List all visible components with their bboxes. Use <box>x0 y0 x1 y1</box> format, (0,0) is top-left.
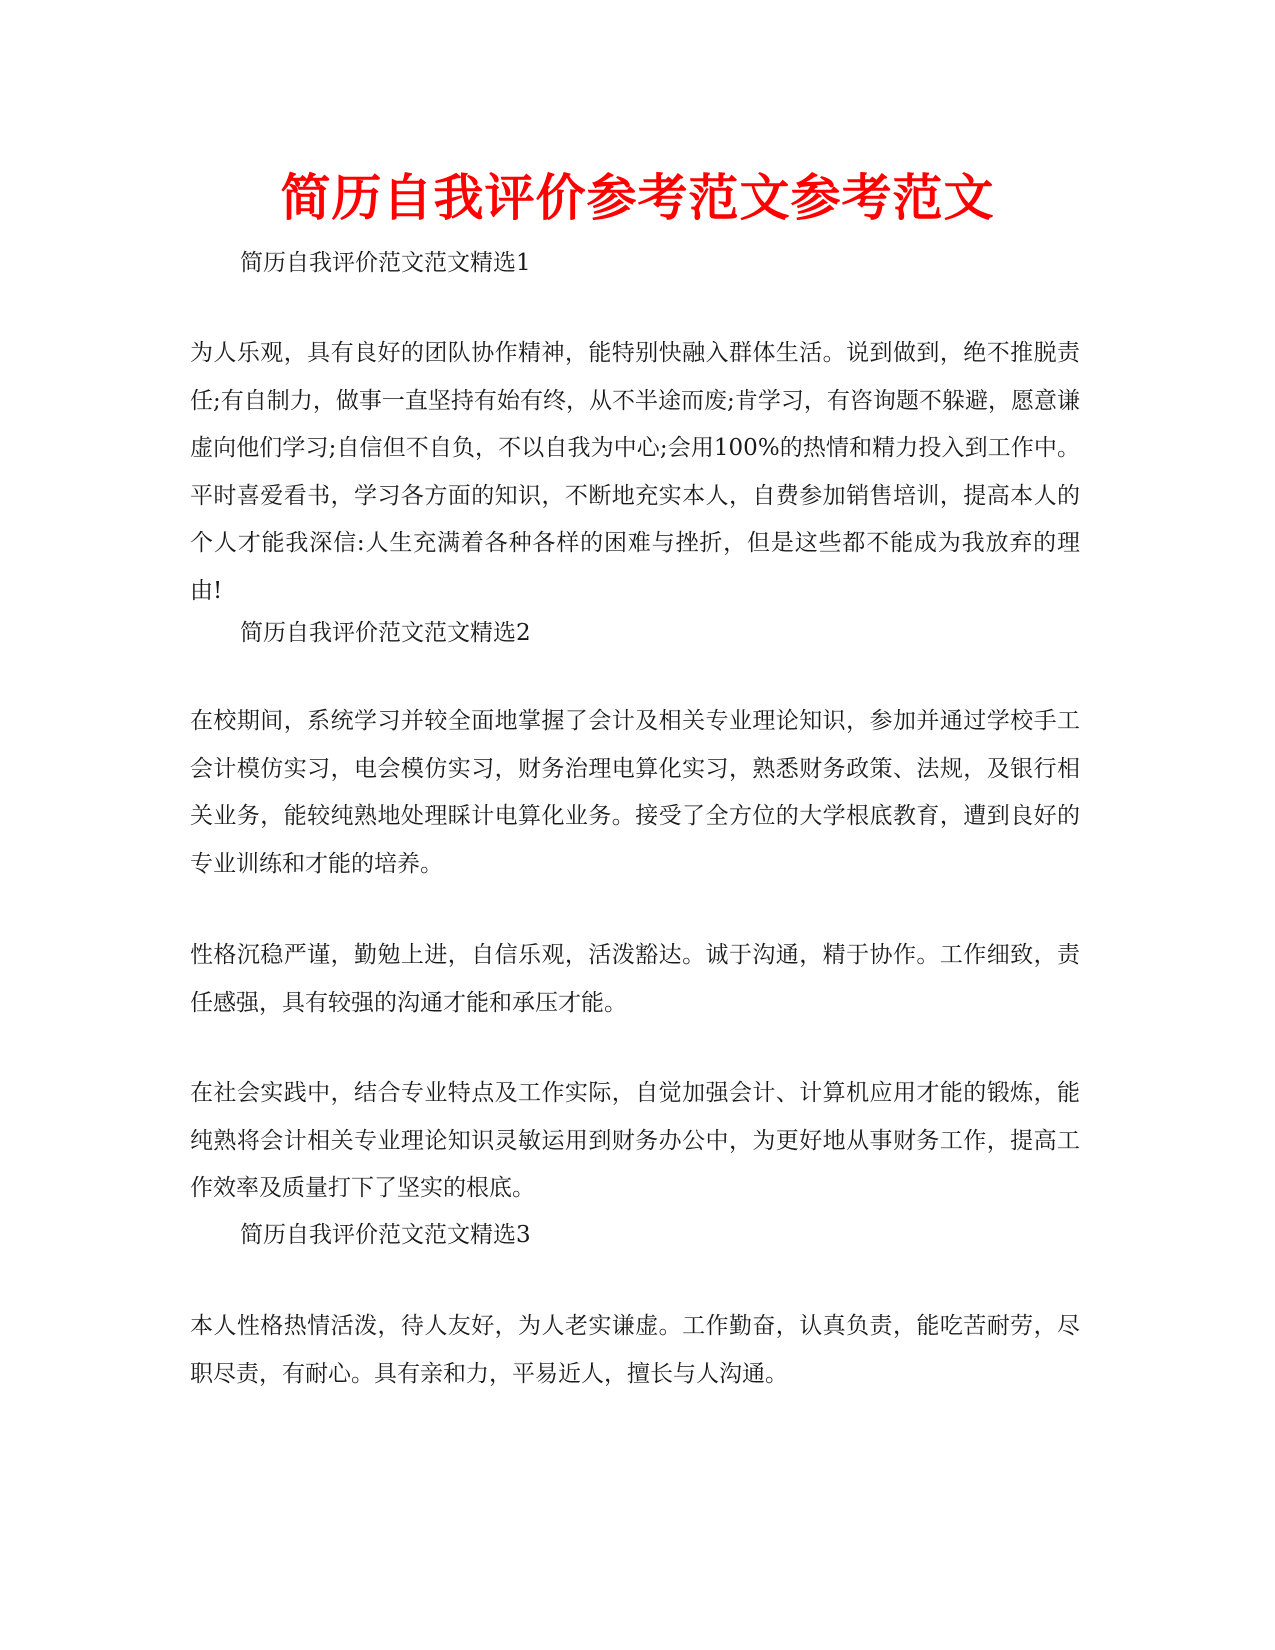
document-title: 简历自我评价参考范文参考范文 <box>280 169 995 227</box>
section-3-paragraph-1: 本人性格热情活泼，待人友好，为人老实谦虚。工作勤奋，认真负责，能吃苦耐劳，尽职尽责，有耐心。具有亲和力，平易近人，擅长与人沟通。 <box>190 1313 1080 1387</box>
section-2-paragraph-1: 在校期间，系统学习并较全面地掌握了会计及相关专业理论知识，参加并通过学校手工会计模仿实习，电会模仿实习，财务治理电算化实习，熟悉财务政策、法规，及银行相关业务，能较纯熟地处理睬计电算化业务。接受了全方位的大学根底教育，遭到良好的专业训练和才能的培养。 <box>190 708 1080 877</box>
section-heading-1: 简历自我评价范文范文精选1 <box>240 250 531 276</box>
section-2-paragraph-3: 在社会实践中，结合专业特点及工作实际，自觉加强会计、计算机应用才能的锻炼，能纯熟将会计相关专业理论知识灵敏运用到财务办公中，为更好地从事财务工作，提高工作效率及质量打下了坚实的根底。 <box>190 1080 1080 1201</box>
section-1-paragraph-1: 为人乐观，具有良好的团队协作精神，能特别快融入群体生活。说到做到，绝不推脱责任;有自制力，做事一直坚持有始有终，从不半途而废;肯学习，有咨询题不躲避，愿意谦虚向他们学习;自信但不自负，不以自我为中心;会用100%的热情和精力投入到工作中。平时喜爱看书，学习各方面的知识，不断地充实本人，自费参加销售培训，提高本人的个人才能我深信:人生充满着各种各样的困难与挫折，但是这些都不能成为我放弃的理由! <box>190 340 1080 604</box>
section-heading-3: 简历自我评价范文范文精选3 <box>240 1222 531 1248</box>
section-heading-2: 简历自我评价范文范文精选2 <box>240 620 531 646</box>
section-2-paragraph-2: 性格沉稳严谨，勤勉上进，自信乐观，活泼豁达。诚于沟通，精于协作。工作细致，责任感强，具有较强的沟通才能和承压才能。 <box>190 942 1080 1016</box>
